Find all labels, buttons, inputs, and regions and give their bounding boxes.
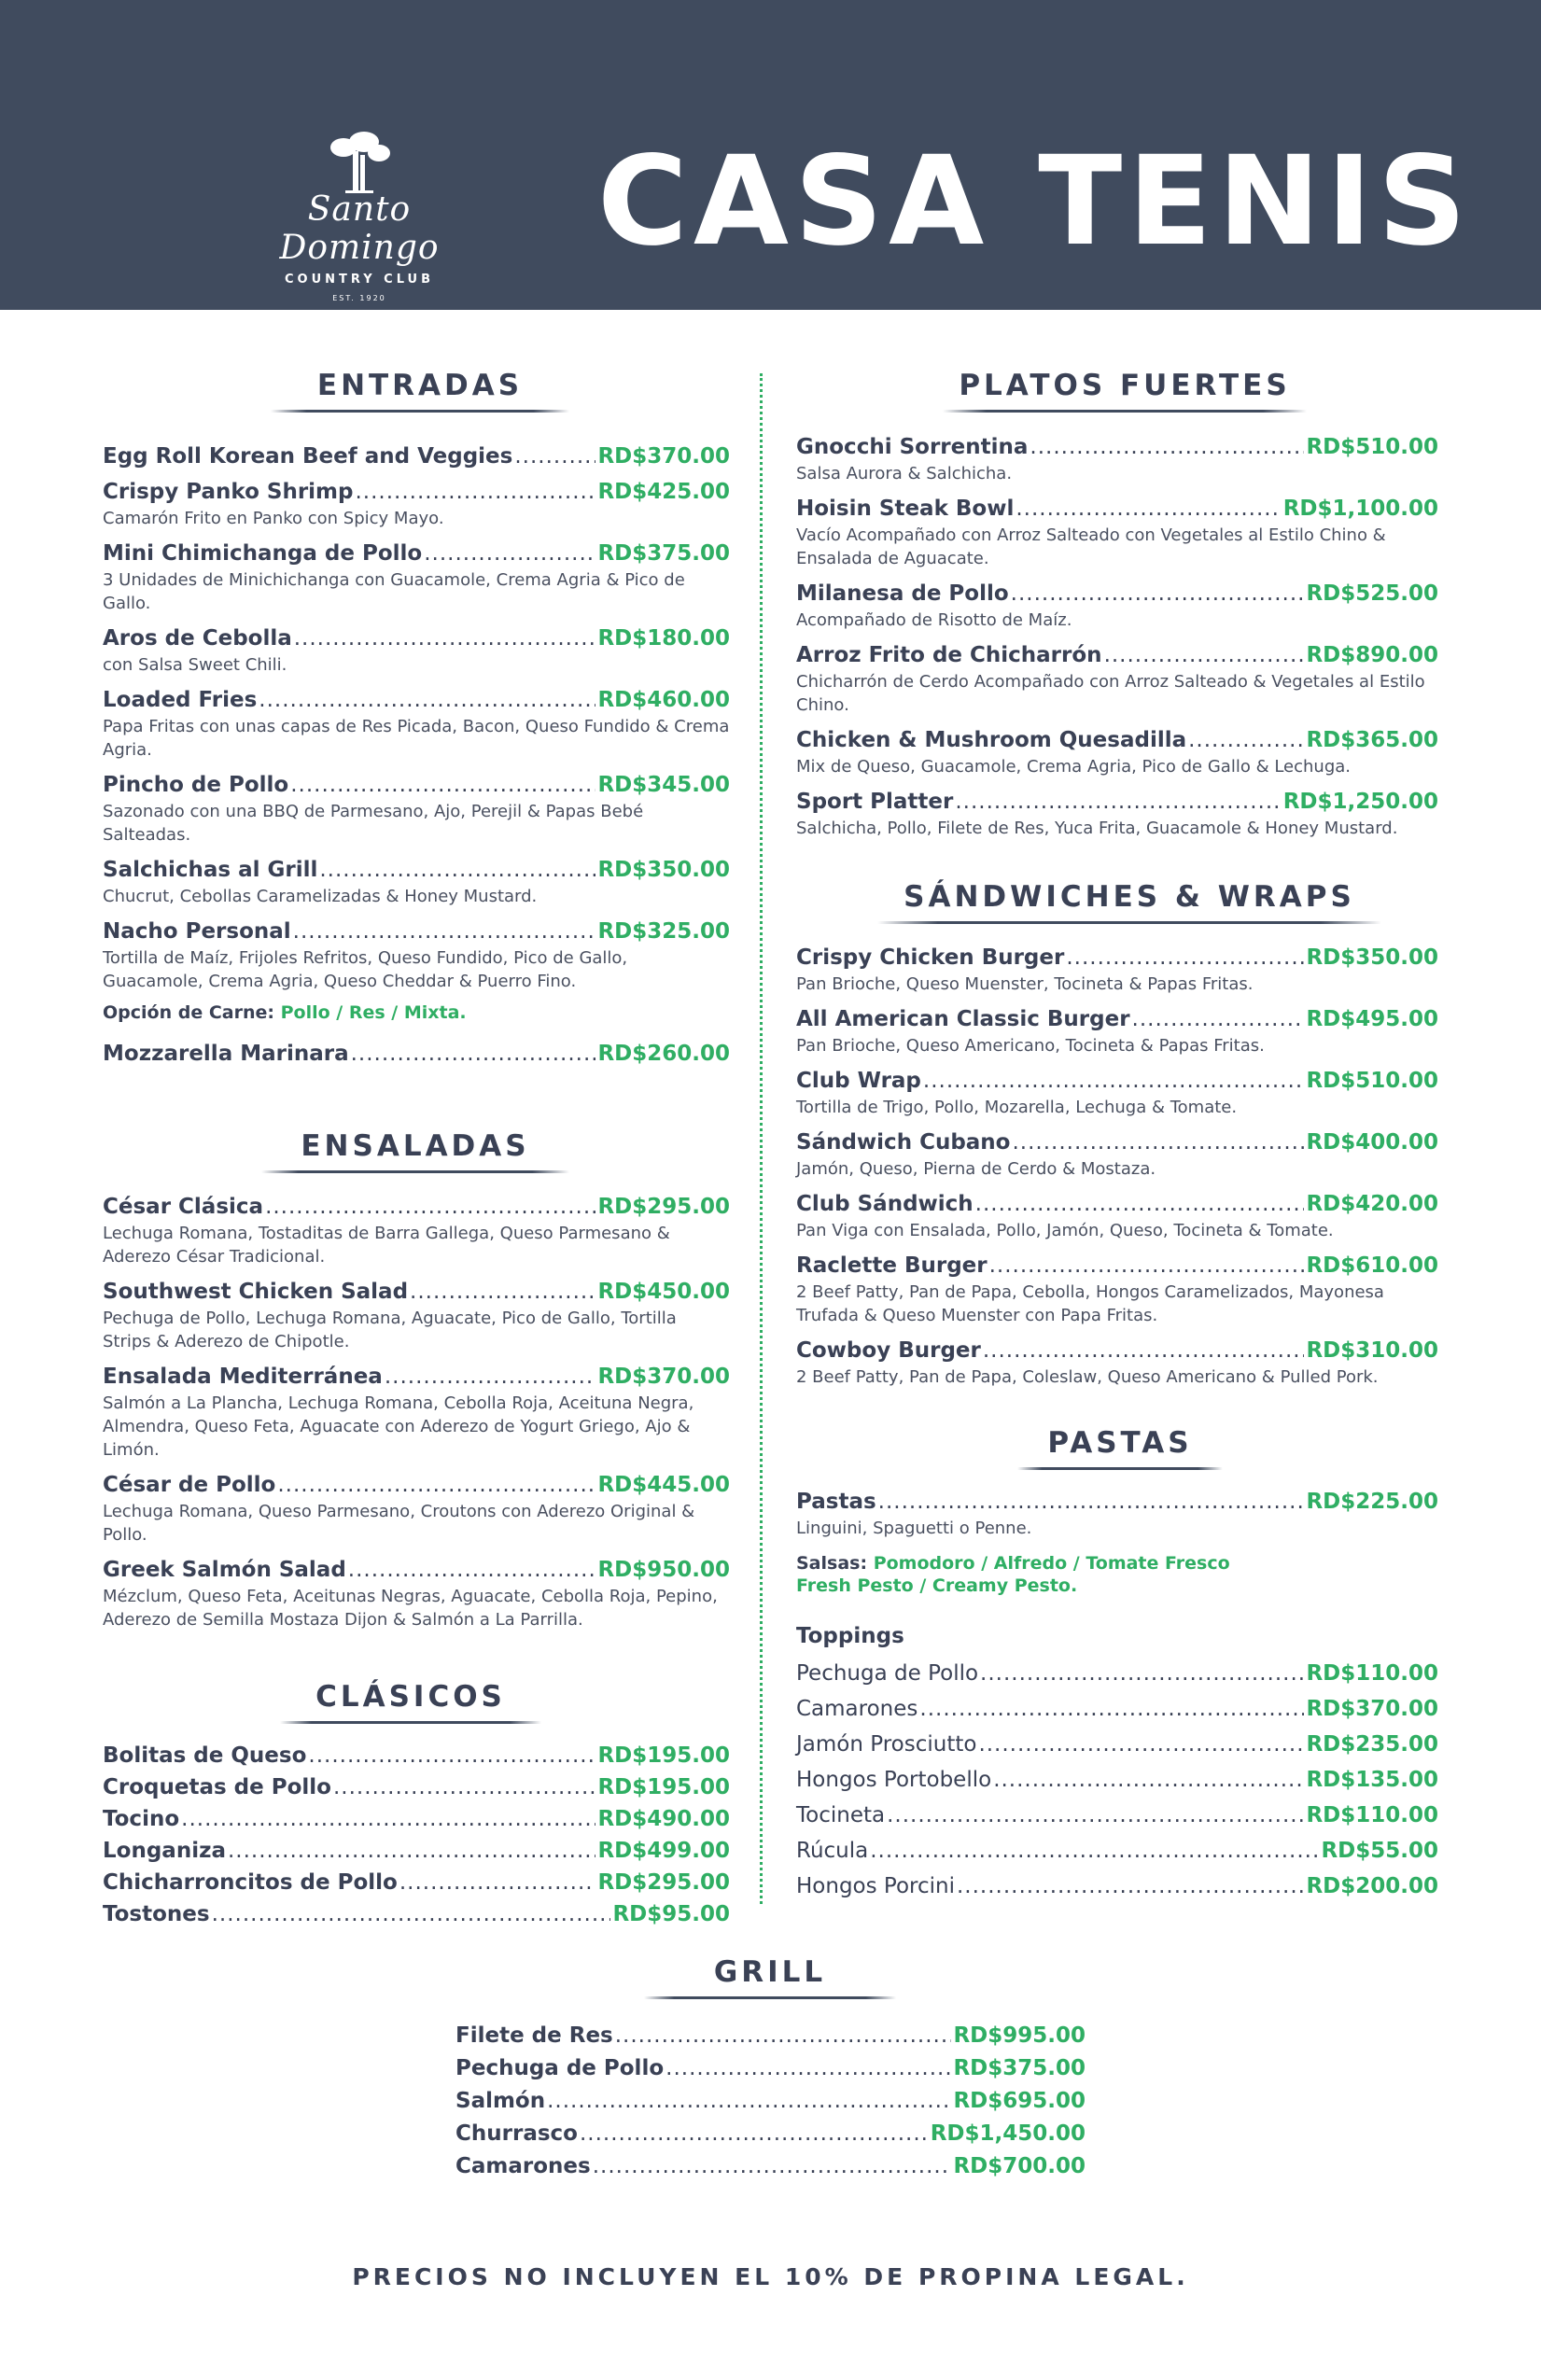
leader-dots [1132, 1007, 1305, 1031]
leader-dots [259, 688, 595, 712]
menu-item-price: RD$370.00 [597, 444, 730, 469]
menu-item-description: 2 Beef Patty, Pan de Papa, Cebolla, Hongos Caramelizados, Mayonesa Trufada & Queso Muenster con Papa Fritas. [796, 1282, 1384, 1325]
menu-item [796, 945, 1438, 996]
menu-item-name: Sport Platter [796, 790, 954, 814]
menu-item-description: Lechuga Romana, Queso Parmesano, Croutons con Aderezo Original & Pollo. [103, 1502, 695, 1545]
toppings-list [796, 1661, 1438, 1898]
menu-item-description: Tortilla de Trigo, Pollo, Mozarella, Lechuga & Tomate. [796, 1098, 1238, 1117]
section-title-sandwiches: SÁNDWICHES & WRAPS [877, 880, 1381, 924]
menu-item-description: Salchicha, Pollo, Filete de Res, Yuca Frita, Guacamole & Honey Mustard. [796, 819, 1398, 838]
menu-item [455, 2121, 1086, 2146]
menu-item-name: Rúcula [796, 1839, 869, 1863]
menu-item-price: RD$510.00 [1306, 1069, 1438, 1093]
menu-item [796, 1697, 1438, 1721]
menu-item-price: RD$350.00 [1306, 945, 1438, 970]
clasicos-list [103, 1743, 730, 1926]
menu-item-price: RD$1,100.00 [1282, 497, 1438, 521]
menu-item-name: Mozzarella Marinara [103, 1042, 349, 1066]
leader-dots [333, 1775, 595, 1799]
menu-item [796, 581, 1438, 632]
menu-item-price: RD$890.00 [1306, 643, 1438, 667]
leader-dots [181, 1807, 595, 1831]
menu-item-name: Egg Roll Korean Beef and Veggies [103, 444, 513, 469]
menu-item-name: Longaniza [103, 1839, 226, 1863]
menu-item-description: Pan Brioche, Queso Americano, Tocineta & Papas Fritas. [796, 1036, 1265, 1056]
header-banner [0, 0, 1541, 310]
menu-item-price: RD$110.00 [1306, 1803, 1438, 1827]
pastas-item-name: Pastas [796, 1490, 876, 1514]
leader-dots [1104, 643, 1305, 667]
menu-item [796, 790, 1438, 840]
leader-dots [1016, 497, 1281, 521]
menu-item [796, 497, 1438, 570]
leader-dots [355, 480, 595, 504]
menu-item-price: RD$1,450.00 [930, 2121, 1086, 2146]
menu-item-price: RD$195.00 [597, 1775, 730, 1799]
menu-item-name: Ensalada Mediterránea [103, 1365, 383, 1389]
leader-dots [978, 1732, 1304, 1757]
menu-item-price: RD$325.00 [597, 919, 730, 944]
menu-item-name: Cowboy Burger [796, 1338, 981, 1363]
menu-item [103, 773, 730, 847]
menu-item [796, 1768, 1438, 1792]
menu-item [103, 444, 730, 469]
tree-icon [317, 131, 401, 196]
menu-item [455, 2154, 1086, 2178]
menu-item [455, 2023, 1086, 2048]
menu-item-price: RD$375.00 [953, 2056, 1086, 2080]
menu-item-price: RD$260.00 [597, 1042, 730, 1066]
menu-item [796, 728, 1438, 778]
menu-item [103, 919, 730, 993]
menu-item-name: Chicken & Mushroom Quesadilla [796, 728, 1187, 752]
menu-item [796, 1839, 1438, 1863]
toppings-title: Toppings [796, 1624, 904, 1648]
menu-item [103, 1280, 730, 1353]
menu-item-description: Lechuga Romana, Tostaditas de Barra Gallega, Queso Parmesano & Aderezo César Tradicional. [103, 1224, 670, 1267]
menu-item [103, 1558, 730, 1631]
menu-item-description: Chucrut, Cebollas Caramelizadas & Honey Mustard. [103, 887, 538, 906]
menu-item-name: Bolitas de Queso [103, 1743, 307, 1768]
menu-item-price: RD$295.00 [597, 1195, 730, 1219]
menu-item-description: Acompañado de Risotto de Maíz. [796, 610, 1072, 630]
leader-dots [547, 2089, 951, 2113]
menu-item-price: RD$55.00 [1321, 1839, 1438, 1863]
salsas-line-2: Fresh Pesto / Creamy Pesto. [796, 1575, 1078, 1596]
leader-dots [293, 919, 596, 944]
menu-item-name: Pechuga de Pollo [796, 1661, 979, 1686]
pastas-item [796, 1490, 1438, 1540]
meat-option-line [103, 1002, 730, 1023]
menu-item-price: RD$420.00 [1306, 1192, 1438, 1216]
menu-item-price: RD$1,250.00 [1282, 790, 1438, 814]
platos-list [796, 435, 1438, 840]
menu-item-name: Salchichas al Grill [103, 858, 318, 882]
leader-dots [1011, 581, 1305, 606]
leader-dots [580, 2121, 929, 2146]
meat-option-label: Opción de Carne: [103, 1002, 274, 1023]
menu-item-price: RD$460.00 [597, 688, 730, 712]
menu-item [103, 1839, 730, 1863]
leader-dots [348, 1558, 596, 1582]
section-title-pastas: PASTAS [1017, 1426, 1223, 1470]
leader-dots [228, 1839, 595, 1863]
menu-item-price: RD$400.00 [1306, 1130, 1438, 1155]
menu-item-price: RD$350.00 [597, 858, 730, 882]
menu-item-name: Hongos Portobello [796, 1768, 992, 1792]
menu-item-price: RD$950.00 [597, 1558, 730, 1582]
menu-item-price: RD$695.00 [953, 2089, 1086, 2113]
leader-dots [957, 1874, 1304, 1898]
logo-club-text: COUNTRY CLUB [285, 273, 434, 287]
menu-item-name: Nacho Personal [103, 919, 291, 944]
entradas-list [103, 444, 730, 1066]
menu-item-name: Salmón [455, 2089, 546, 2113]
menu-item-name: Milanesa de Pollo [796, 581, 1009, 606]
menu-item-name: Greek Salmón Salad [103, 1558, 346, 1582]
menu-item-name: Jamón Prosciutto [796, 1732, 977, 1757]
leader-dots [919, 1697, 1304, 1721]
menu-item [796, 435, 1438, 485]
menu-item-name: Arroz Frito de Chicharrón [796, 643, 1102, 667]
menu-item-price: RD$700.00 [953, 2154, 1086, 2178]
menu-item [103, 1807, 730, 1831]
menu-item-description: Pan Brioche, Queso Muenster, Tocineta & Papas Fritas. [796, 974, 1254, 994]
menu-item-name: Filete de Res [455, 2023, 613, 2048]
section-title-clasicos: CLÁSICOS [280, 1680, 541, 1724]
menu-item-price: RD$375.00 [597, 541, 730, 566]
leader-dots [294, 626, 596, 651]
section-title-ensaladas: ENSALADAS [261, 1129, 569, 1173]
menu-item-price: RD$110.00 [1306, 1661, 1438, 1686]
menu-item [103, 1042, 730, 1066]
menu-item-description: Pechuga de Pollo, Lechuga Romana, Aguacate, Pico de Gallo, Tortilla Strips & Aderezo de Chipotle. [103, 1309, 677, 1351]
menu-item-name: Crispy Panko Shrimp [103, 480, 354, 504]
menu-item [103, 1870, 730, 1895]
menu-item-name: Tocino [103, 1807, 180, 1831]
menu-item-price: RD$370.00 [1306, 1697, 1438, 1721]
menu-item [796, 1130, 1438, 1181]
menu-item-name: Churrasco [455, 2121, 578, 2146]
leader-dots [593, 2154, 952, 2178]
leader-dots [923, 1069, 1305, 1093]
menu-item [796, 1732, 1438, 1757]
menu-item-price: RD$495.00 [1306, 1007, 1438, 1031]
menu-item-description: Pan Viga con Ensalada, Pollo, Jamón, Queso, Tocineta & Tomate. [796, 1221, 1334, 1240]
menu-item-price: RD$995.00 [953, 2023, 1086, 2048]
menu-item-description: 3 Unidades de Minichichanga con Guacamole, Crema Agria & Pico de Gallo. [103, 570, 685, 613]
menu-item-price: RD$345.00 [597, 773, 730, 797]
menu-item [103, 626, 730, 677]
menu-item-name: Tostones [103, 1902, 210, 1926]
menu-item-name: César de Pollo [103, 1473, 276, 1497]
leader-dots [410, 1280, 595, 1304]
menu-item [103, 1195, 730, 1268]
menu-item-price: RD$200.00 [1306, 1874, 1438, 1898]
menu-item [796, 1338, 1438, 1389]
leader-dots [385, 1365, 596, 1389]
menu-item-price: RD$295.00 [597, 1870, 730, 1895]
leader-dots [308, 1743, 595, 1768]
menu-item [103, 1473, 730, 1547]
menu-item-price: RD$445.00 [597, 1473, 730, 1497]
menu-item-description: Tortilla de Maíz, Frijoles Refritos, Queso Fundido, Pico de Gallo, Guacamole, Crema Agria, Queso Cheddar & Puerro Fino. [103, 948, 628, 991]
menu-item-name: Club Wrap [796, 1069, 921, 1093]
pastas-block [796, 1490, 1438, 1898]
pastas-item-price: RD$225.00 [1306, 1490, 1438, 1514]
column-divider [760, 373, 763, 1904]
leader-dots [212, 1902, 611, 1926]
leader-dots [351, 1042, 596, 1066]
section-title-grill: GRILL [644, 1955, 896, 1999]
menu-item-description: con Salsa Sweet Chili. [103, 655, 287, 675]
logo-script-text: Santo Domingo [279, 190, 440, 267]
menu-item [103, 858, 730, 908]
menu-item-price: RD$425.00 [597, 480, 730, 504]
leader-dots [955, 790, 1281, 814]
leader-dots [993, 1768, 1304, 1792]
menu-item-name: Camarones [455, 2154, 591, 2178]
leader-dots [424, 541, 595, 566]
menu-item-description: Jamón, Queso, Pierna de Cerdo & Mostaza. [796, 1159, 1156, 1179]
menu-item-description: Vacío Acompañado con Arroz Salteado con Vegetales al Estilo Chino & Ensalada de Aguacate. [796, 525, 1386, 568]
menu-item-price: RD$135.00 [1306, 1768, 1438, 1792]
leader-dots [980, 1661, 1304, 1686]
menu-item-price: RD$310.00 [1306, 1338, 1438, 1363]
leader-dots [615, 2023, 952, 2048]
menu-item [455, 2056, 1086, 2080]
menu-item-name: Loaded Fries [103, 688, 258, 712]
footer-note: PRECIOS NO INCLUYEN EL 10% DE PROPINA LEGAL. [352, 2263, 1189, 2290]
leader-dots [983, 1338, 1305, 1363]
menu-item [796, 1661, 1438, 1686]
menu-item-name: Hongos Porcini [796, 1874, 955, 1898]
menu-item [455, 2089, 1086, 2113]
menu-item-name: Raclette Burger [796, 1253, 988, 1278]
section-title-entradas: ENTRADAS [271, 369, 569, 413]
logo-est-text: EST. 1920 [332, 294, 386, 302]
page-title: CASA TENIS [597, 130, 1473, 273]
leader-dots [1066, 945, 1304, 970]
salsas-line-1: Salsas: Pomodoro / Alfredo / Tomate Fresco [796, 1553, 1230, 1574]
menu-item-name: Club Sándwich [796, 1192, 974, 1216]
leader-dots [265, 1195, 595, 1219]
menu-item [103, 1365, 730, 1462]
menu-item-price: RD$450.00 [597, 1280, 730, 1304]
leader-dots [989, 1253, 1305, 1278]
menu-item-name: Southwest Chicken Salad [103, 1280, 409, 1304]
menu-item [103, 1775, 730, 1799]
menu-item-description: Camarón Frito en Panko con Spicy Mayo. [103, 509, 444, 528]
pastas-item-desc: Linguini, Spaguetti o Penne. [796, 1519, 1032, 1538]
menu-item-price: RD$180.00 [597, 626, 730, 651]
menu-item [103, 688, 730, 762]
menu-item [796, 1192, 1438, 1242]
menu-item-name: All American Classic Burger [796, 1007, 1130, 1031]
menu-item-description: Sazonado con una BBQ de Parmesano, Ajo, Perejil & Papas Bebé Salteadas. [103, 802, 644, 845]
menu-item-name: Chicharroncitos de Pollo [103, 1870, 398, 1895]
leader-dots [399, 1870, 596, 1895]
menu-item-name: Gnocchi Sorrentina [796, 435, 1029, 459]
menu-item-name: Pincho de Pollo [103, 773, 289, 797]
menu-item-price: RD$499.00 [597, 1839, 730, 1863]
menu-item-price: RD$365.00 [1306, 728, 1438, 752]
leader-dots [665, 2056, 951, 2080]
menu-item-description: Mix de Queso, Guacamole, Crema Agria, Pico de Gallo & Lechuga. [796, 757, 1351, 777]
meat-option-values: Pollo / Res / Mixta. [280, 1002, 467, 1023]
section-title-platos: PLATOS FUERTES [943, 369, 1307, 413]
leader-dots [887, 1803, 1304, 1827]
menu-item [796, 1874, 1438, 1898]
club-logo [229, 131, 490, 302]
menu-item [103, 480, 730, 530]
menu-item-name: Sándwich Cubano [796, 1130, 1011, 1155]
menu-item [796, 1253, 1438, 1327]
menu-item-description: Mézclum, Queso Feta, Aceitunas Negras, Aguacate, Cebolla Roja, Pepino, Aderezo de Semilla Mostaza Dijon & Salmón a La Parrilla. [103, 1587, 718, 1630]
menu-item-description: Salsa Aurora & Salchicha. [796, 464, 1013, 483]
grill-list [455, 2023, 1086, 2178]
menu-item-price: RD$490.00 [597, 1807, 730, 1831]
menu-item [796, 1803, 1438, 1827]
leader-dots [1012, 1130, 1304, 1155]
menu-item-description: Papa Fritas con unas capas de Res Picada, Bacon, Queso Fundido & Crema Agria. [103, 717, 730, 760]
menu-item-name: Croquetas de Pollo [103, 1775, 331, 1799]
menu-item-name: Crispy Chicken Burger [796, 945, 1065, 970]
leader-dots [290, 773, 595, 797]
menu-item [796, 1069, 1438, 1119]
menu-item-price: RD$510.00 [1306, 435, 1438, 459]
menu-item-price: RD$525.00 [1306, 581, 1438, 606]
menu-item-name: César Clásica [103, 1195, 264, 1219]
leader-dots [1030, 435, 1304, 459]
menu-item-description: Salmón a La Plancha, Lechuga Romana, Cebolla Roja, Aceituna Negra, Almendra, Queso Feta, Aguacate con Aderezo de Yogurt Griego, Ajo & Limón. [103, 1393, 694, 1460]
menu-item [103, 541, 730, 615]
menu-item-name: Tocineta [796, 1803, 886, 1827]
menu-item-price: RD$235.00 [1306, 1732, 1438, 1757]
leader-dots [975, 1192, 1305, 1216]
leader-dots [870, 1839, 1319, 1863]
menu-item-description: Chicharrón de Cerdo Acompañado con Arroz Salteado & Vegetales al Estilo Chino. [796, 672, 1425, 715]
menu-item-description: 2 Beef Patty, Pan de Papa, Coleslaw, Queso Americano & Pulled Pork. [796, 1367, 1379, 1387]
leader-dots [319, 858, 595, 882]
menu-item-price: RD$370.00 [597, 1365, 730, 1389]
ensaladas-list [103, 1195, 730, 1631]
menu-item [796, 1007, 1438, 1057]
menu-item-price: RD$95.00 [612, 1902, 730, 1926]
menu-item [796, 643, 1438, 717]
menu-item-name: Pechuga de Pollo [455, 2056, 665, 2080]
menu-item-name: Aros de Cebolla [103, 626, 292, 651]
leader-dots [277, 1473, 595, 1497]
menu-item-price: RD$195.00 [597, 1743, 730, 1768]
leader-dots [1188, 728, 1304, 752]
menu-item-name: Camarones [796, 1697, 918, 1721]
menu-item-name: Hoisin Steak Bowl [796, 497, 1015, 521]
sandwiches-list [796, 945, 1438, 1389]
menu-item [103, 1743, 730, 1768]
leader-dots [514, 444, 595, 469]
menu-item [103, 1902, 730, 1926]
menu-item-name: Mini Chimichanga de Pollo [103, 541, 423, 566]
menu-item-price: RD$610.00 [1306, 1253, 1438, 1278]
